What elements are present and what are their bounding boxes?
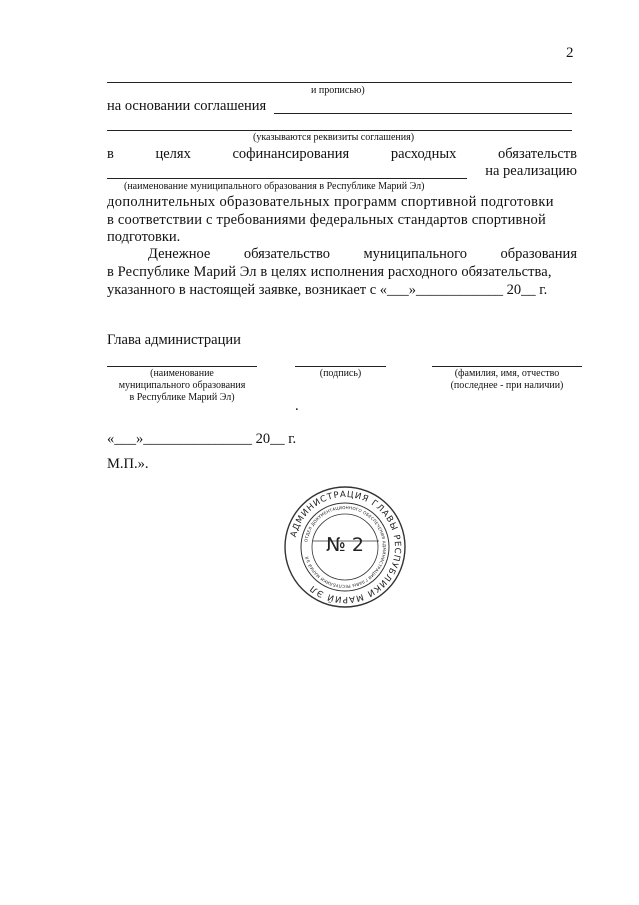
stamp-number: № 2: [326, 534, 364, 556]
programs-text-1: дополнительных образовательных программ спортивной подготовки: [107, 194, 554, 210]
sig-caption-fio: (фамилия, имя, отчество (последнее - при наличии): [450, 368, 564, 391]
stamp-outer-text: АДМИНИСТРАЦИЯ ГЛАВЫ РЕСПУБЛИКИ МАРИЙ ЭЛ: [288, 489, 403, 605]
amount-caption: и прописью): [311, 85, 365, 96]
seal-place: М.П.».: [107, 456, 149, 472]
agreement-label: на основании соглашения: [107, 98, 267, 114]
obligation-line-2: в Республике Марий Эл в целях исполнения расходного обязательства,: [107, 264, 552, 280]
purpose-word: обязательств: [498, 146, 577, 162]
official-stamp: [283, 485, 407, 609]
purpose-tail: на реализацию: [485, 163, 577, 179]
head-title: Глава администрации: [107, 332, 241, 348]
obligation-line-3: указанного в настоящей заявке, возникает с «___»____________ 20__ г.: [107, 282, 548, 298]
stray-dot: .: [295, 398, 299, 414]
date-line: «___»_______________ 20__ г.: [107, 431, 297, 447]
programs-line-1: [107, 193, 577, 211]
municipality-caption: (наименование муниципального образования в Республике Марий Эл): [124, 181, 425, 192]
purpose-line: [107, 145, 577, 163]
purpose-word: целях: [155, 146, 191, 162]
amount-line: [107, 82, 572, 83]
page-number: 2: [566, 45, 574, 61]
sig-line-name: [107, 366, 257, 367]
municipality-line: [107, 178, 467, 179]
purpose-word: софинансирования: [232, 146, 350, 162]
stamp-inner-text: ОТДЕЛ ДОКУМЕНТАЦИОННОГО ОБЕСПЕЧЕНИЯ АДМИНИСТРАЦИИ ГЛАВЫ РЕСПУБЛИКИ МАРИЙ ЭЛ: [303, 504, 388, 590]
agreement-line-2: [107, 130, 572, 131]
programs-line-3: подготовки.: [107, 229, 181, 245]
sig-line-fio: [432, 366, 582, 367]
sig-caption-name: (наименование муниципального образования в Республике Марий Эл): [118, 368, 246, 403]
obligation-word: Денежное: [148, 246, 211, 262]
sig-caption-sign: (подпись): [319, 368, 362, 379]
purpose-word: расходных: [390, 146, 457, 162]
obligation-word: обязательство: [243, 246, 330, 262]
obligation-line-1: [148, 245, 577, 263]
purpose-word: в: [107, 146, 114, 162]
obligation-word: муниципального: [363, 246, 467, 262]
sig-line-sign: [295, 366, 386, 367]
programs-line-2: в соответствии с требованиями федеральных стандартов спортивной: [107, 212, 546, 228]
obligation-word: образования: [500, 246, 577, 262]
agreement-caption: (указываются реквизиты соглашения): [253, 132, 415, 143]
agreement-line-1: [274, 113, 572, 114]
